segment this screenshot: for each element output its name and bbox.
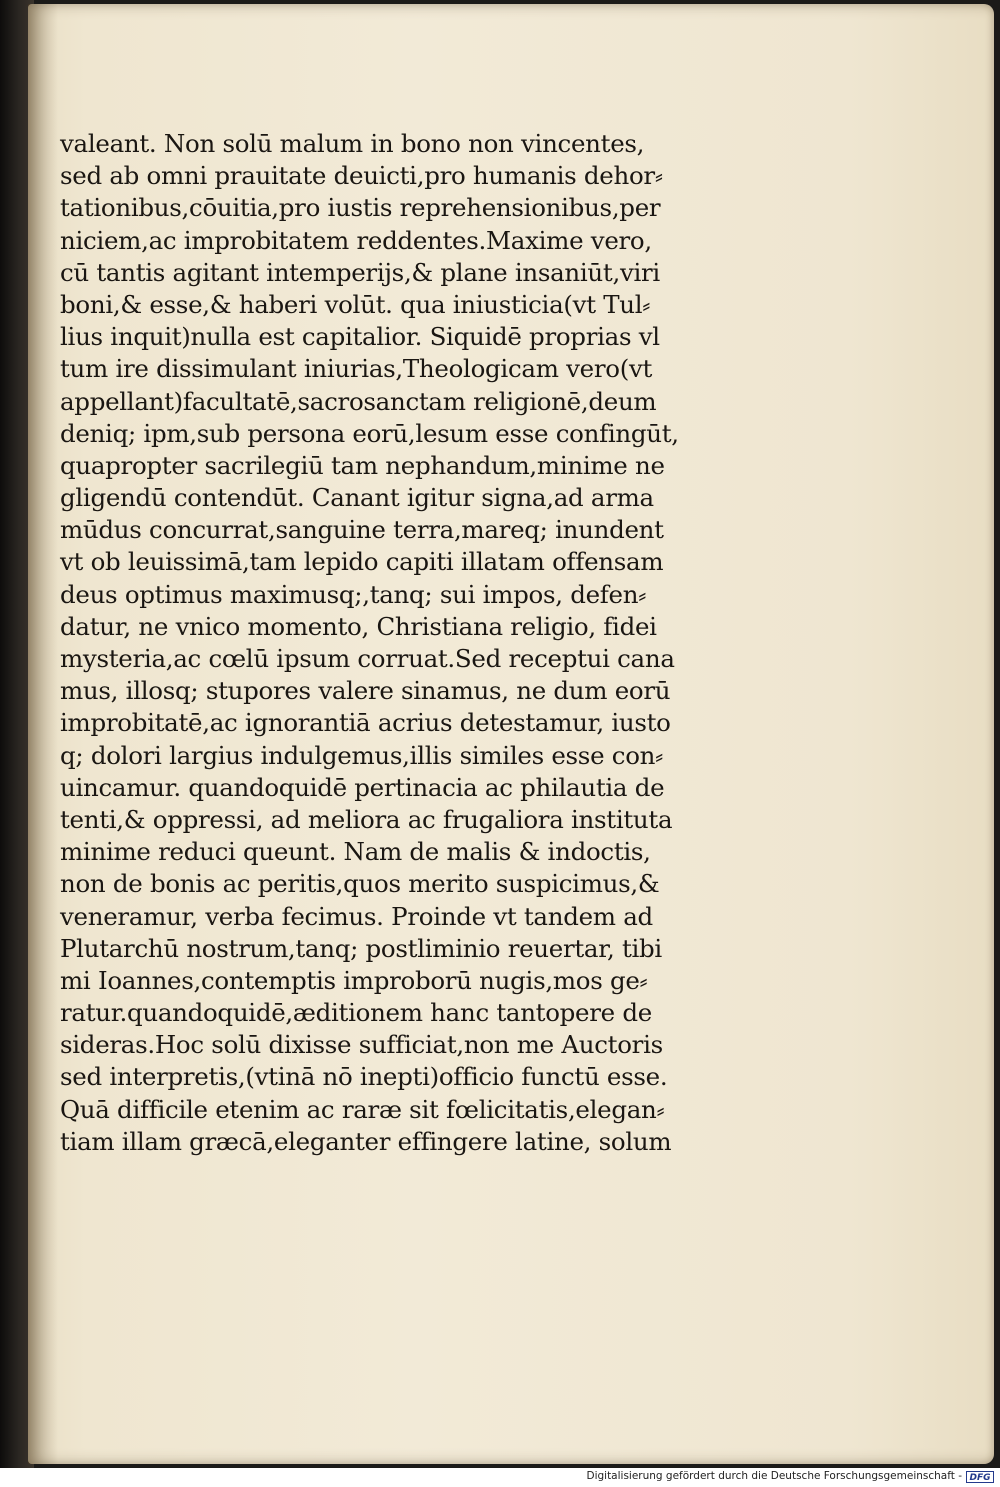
text-line: mus, illosq; stupores valere sinamus, ne dum eorū (60, 676, 671, 706)
text-line: boni,& esse,& haberi volūt. qua iniusticia(vt Tul⸗ (60, 289, 651, 319)
text-line: non de bonis ac peritis,quos merito suspicimus,& (60, 869, 660, 899)
text-line: q; dolori largius indulgemus,illis similes esse con⸗ (60, 740, 663, 770)
text-line: deniq; ipm,sub persona eorū,lesum esse confingūt, (60, 418, 679, 448)
text-line: vt ob leuissimā,tam lepido capiti illatam offensam (60, 547, 664, 577)
text-line: quapropter sacrilegiū tam nephandum,minime ne (60, 450, 665, 480)
text-line: Plutarchū nostrum,tanq; postliminio reuertar, tibi (60, 933, 662, 963)
text-line: ratur.quandoquidē,æditionem hanc tantopere de (60, 998, 652, 1028)
text-line: tiam illam græcā,eleganter effingere latine, solum (60, 1126, 672, 1156)
text-line: deus optimus maximusq;,tanq; sui impos, defen⸗ (60, 579, 647, 609)
text-line: minime reduci queunt. Nam de malis & indoctis, (60, 837, 651, 867)
text-line: Quā difficile etenim ac raræ sit fœlicitatis,elegan⸗ (60, 1094, 665, 1124)
dfg-logo: DFG (966, 1471, 994, 1483)
text-line: cū tantis agitant intemperijs,& plane insaniūt,viri (60, 257, 660, 287)
text-line: appellant)facultatē,sacrosanctam religionē,deum (60, 386, 657, 416)
text-line: mysteria,ac cœlū ipsum corruat.Sed receptui cana (60, 644, 675, 673)
text-line: mūdus concurrat,sanguine terra,mareq; inundent (60, 515, 664, 545)
text-line: datur, ne vnico momento, Christiana religio, fidei (60, 611, 657, 641)
text-line: valeant. Non solū malum in bono non vincentes, (60, 129, 645, 158)
body-text (60, 128, 700, 1158)
text-line: tenti,& oppressi, ad meliora ac frugaliora instituta (60, 804, 673, 834)
text-line: sed ab omni prauitate deuicti,pro humanis dehor⸗ (60, 161, 663, 191)
text-line: uincamur. quandoquidē pertinacia ac philautia de (60, 772, 665, 802)
text-line: improbitatē,ac ignorantiā acrius detestamur, iusto (60, 708, 671, 738)
text-line: tum ire dissimulant iniurias,Theologicam vero(vt (60, 354, 653, 384)
text-line: niciem,ac improbitatem reddentes.Maxime vero, (60, 225, 652, 255)
text-line: veneramur, verba fecimus. Proinde vt tandem ad (60, 901, 653, 931)
text-line: sideras.Hoc solū dixisse sufficiat,non me Auctoris (60, 1030, 663, 1060)
text-line: gligendū contendūt. Canant igitur signa,ad arma (60, 483, 654, 513)
funding-credit: Digitalisierung gefördert durch die Deutsche Forschungsgemeinschaft - (586, 1470, 962, 1482)
text-line: sed interpretis,(vtinā nō inepti)officio functū esse. (60, 1062, 668, 1092)
text-line: mi Ioannes,contemptis improborū nugis,mos ge⸗ (60, 965, 648, 995)
footer-bar (0, 1468, 1000, 1487)
text-line: lius inquit)nulla est capitalior. Siquidē proprias vl (60, 322, 660, 352)
text-line: tationibus,cōuitia,pro iustis reprehensionibus,per (60, 193, 661, 223)
